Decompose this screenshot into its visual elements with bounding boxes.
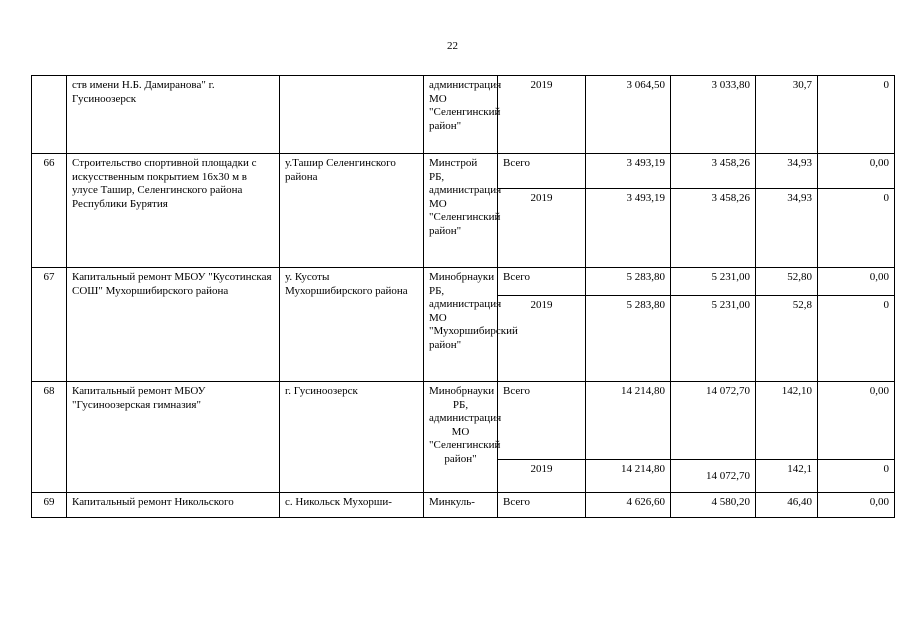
amount-col1: 4 580,20 — [671, 493, 756, 518]
object-name: Капитальный ремонт МБОУ "Гусиноозерская гимназия" — [67, 382, 280, 493]
amount-col2: 34,93 — [756, 154, 818, 189]
amount-col2: 46,40 — [756, 493, 818, 518]
object-name: Капитальный ремонт Никольского — [67, 493, 280, 518]
amount-col2: 142,1 — [756, 460, 818, 493]
amount-col2: 142,10 — [756, 382, 818, 460]
table-row — [32, 493, 895, 518]
object-name: ств имени Н.Б. Дамиранова" г. Гусиноозерск — [67, 76, 280, 154]
row-number: 69 — [32, 493, 67, 518]
amount-col3: 0,00 — [818, 382, 895, 460]
total-amount: 14 214,80 — [586, 382, 671, 460]
total-amount: 4 626,60 — [586, 493, 671, 518]
responsible-org: администрация МО "Селенгинский район" — [424, 76, 498, 154]
responsible-org: Минстрой РБ, администрация МО "Селенгинский район" — [424, 154, 498, 268]
amount-col1: 3 033,80 — [671, 76, 756, 154]
period-cell: 2019 — [498, 76, 586, 154]
table-row — [32, 154, 895, 189]
amount-col2: 52,80 — [756, 268, 818, 296]
row-number: 67 — [32, 268, 67, 382]
total-amount: 14 214,80 — [586, 460, 671, 493]
total-amount: 3 493,19 — [586, 189, 671, 268]
amount-col3: 0,00 — [818, 268, 895, 296]
object-location: у. Кусоты Мухоршибирского района — [280, 268, 424, 382]
amount-col2: 52,8 — [756, 296, 818, 382]
table-row — [32, 382, 895, 460]
page-number: 22 — [447, 40, 458, 52]
amount-col3: 0,00 — [818, 154, 895, 189]
amount-col3: 0 — [818, 189, 895, 268]
amount-col3: 0 — [818, 296, 895, 382]
amount-col1: 14 072,70 — [671, 382, 756, 460]
total-amount: 5 283,80 — [586, 268, 671, 296]
object-location — [280, 76, 424, 154]
period-cell: Всего — [498, 268, 586, 296]
period-cell: 2019 — [498, 189, 586, 268]
total-amount: 3 064,50 — [586, 76, 671, 154]
row-number: 66 — [32, 154, 67, 268]
amount-col1: 3 458,26 — [671, 189, 756, 268]
period-cell: Всего — [498, 154, 586, 189]
object-name: Капитальный ремонт МБОУ "Кусотинская СОШ" Мухоршибирского района — [67, 268, 280, 382]
amount-col1: 14 072,70 — [671, 460, 756, 493]
object-name: Строительство спортивной площадки с искусственным покрытием 16x30 м в улусе Ташир, Селенгинского района Республики Бурятия — [67, 154, 280, 268]
row-number: 68 — [32, 382, 67, 493]
total-amount: 5 283,80 — [586, 296, 671, 382]
period-cell: 2019 — [498, 460, 586, 493]
amount-col2: 34,93 — [756, 189, 818, 268]
row-number — [32, 76, 67, 154]
period-cell: Всего — [498, 382, 586, 460]
budget-table — [31, 75, 895, 518]
amount-col3: 0 — [818, 460, 895, 493]
table-row — [32, 76, 895, 154]
responsible-org: Минкуль- — [424, 493, 498, 518]
period-cell: 2019 — [498, 296, 586, 382]
responsible-org: Минобрнауки РБ, администрация МО "Селенгинский район" — [424, 382, 498, 493]
amount-col2: 30,7 — [756, 76, 818, 154]
object-location: с. Никольск Мухорши- — [280, 493, 424, 518]
period-cell: Всего — [498, 493, 586, 518]
object-location: г. Гусиноозерск — [280, 382, 424, 493]
amount-col1: 5 231,00 — [671, 268, 756, 296]
amount-col3: 0,00 — [818, 493, 895, 518]
amount-col1: 5 231,00 — [671, 296, 756, 382]
table-row — [32, 268, 895, 296]
amount-col1: 3 458,26 — [671, 154, 756, 189]
amount-col3: 0 — [818, 76, 895, 154]
responsible-org: Минобрнауки РБ, администрация МО "Мухоршибирский район" — [424, 268, 498, 382]
object-location: у.Ташир Селенгинского района — [280, 154, 424, 268]
total-amount: 3 493,19 — [586, 154, 671, 189]
